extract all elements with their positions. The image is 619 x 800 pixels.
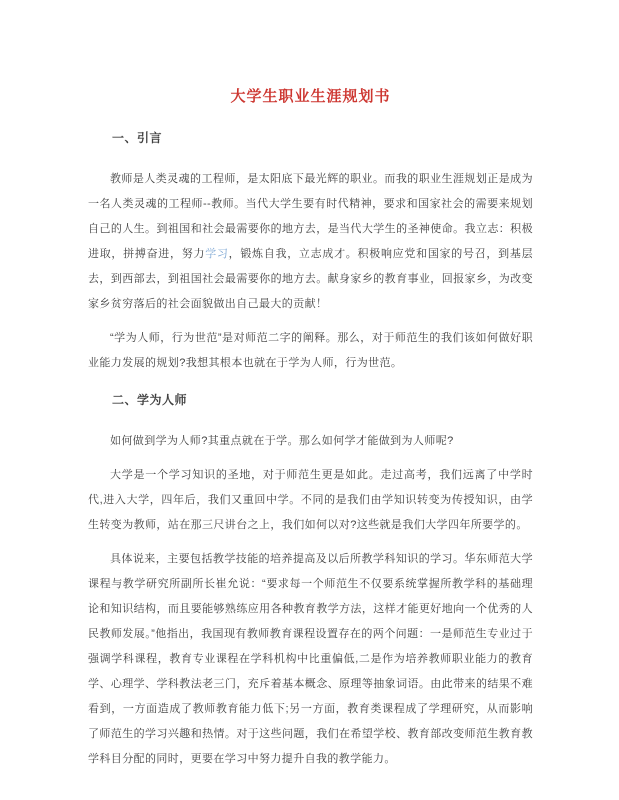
intro-text-after-link: ，锻炼自我，立志成才。积极响应党和国家的号召，到基层去，到西部去，到祖国社会最需要你的地方去。献身家乡的教育事业，回报家乡，为改变家乡贫穷落后的社会面貌做出自己最大的贡献！ — [88, 248, 533, 310]
paragraph-motto: “学为人师，行为世范”是对师范二字的阐释。那么，对于师范生的我们该如何做好职业能力发展的规划?我想其根本也就在于学为人师，行为世范。 — [88, 332, 533, 369]
section-heading-introduction: 一、引言 — [112, 131, 163, 145]
paragraph-details: 具体说来，主要包括教学技能的培养提高及以后所教学科知识的学习。华东师范大学课程与教学研究所副所长崔允说：“要求每一个师范生不仅要系统掌握所教学科的基础理论和知识结构，而且要能够熟练应用各种教育教学方法，这样才能更好地向一个优秀的人民教师发展。”他指出，我国现有教师教育课程设置存在的两个问题：一是师范生专业过于强调学科课程，教育专业课程在学科机构中比重偏低,二是作为培养教师职业能力的教育学、心理学、学科教法老三门，充斥着基本概念、原理等抽象词语。由此带来的结果不难看到，一方面造成了教师教育能力低下;另一方面，教育类课程成了学理研究，从而影响了师范生的学习兴趣和热情。对于这些问题，我们在希望学校、教育部改变师范生教育教学科目分配的同时，更要在学习中努力提升自我的教学能力。 — [88, 553, 533, 765]
intro-text-before-link: 教师是人类灵魂的工程师，是太阳底下最光辉的职业。而我的职业生涯规划正是成为一名人类灵魂的工程师--教师。当代大学生要有时代精神，要求和国家社会的需要来规划自己的人生。到祖国和社会最需要你的地方去，是当代大学生的圣神使命。我立志：积极进取，拼搏奋进，努力 — [88, 173, 533, 260]
document-title: 大学生职业生涯规划书 — [230, 88, 391, 105]
paragraph-university: 大学是一个学习知识的圣地，对于师范生更是如此。走过高考，我们远离了中学时代,进入大学，四年后，我们又重回中学。不同的是我们由学知识转变为传授知识，由学生转变为教师，站在那三尺讲台之上，我们如何以对?这些就是我们大学四年所要学的。 — [88, 469, 533, 531]
paragraph-introduction — [88, 167, 533, 317]
section-heading-learning: 二、学为人师 — [112, 393, 188, 407]
study-link[interactable]: 学习 — [205, 248, 229, 260]
paragraph-question: 如何做到学为人师?其重点就在于学。那么如何学才能做到为人师呢? — [110, 435, 454, 447]
